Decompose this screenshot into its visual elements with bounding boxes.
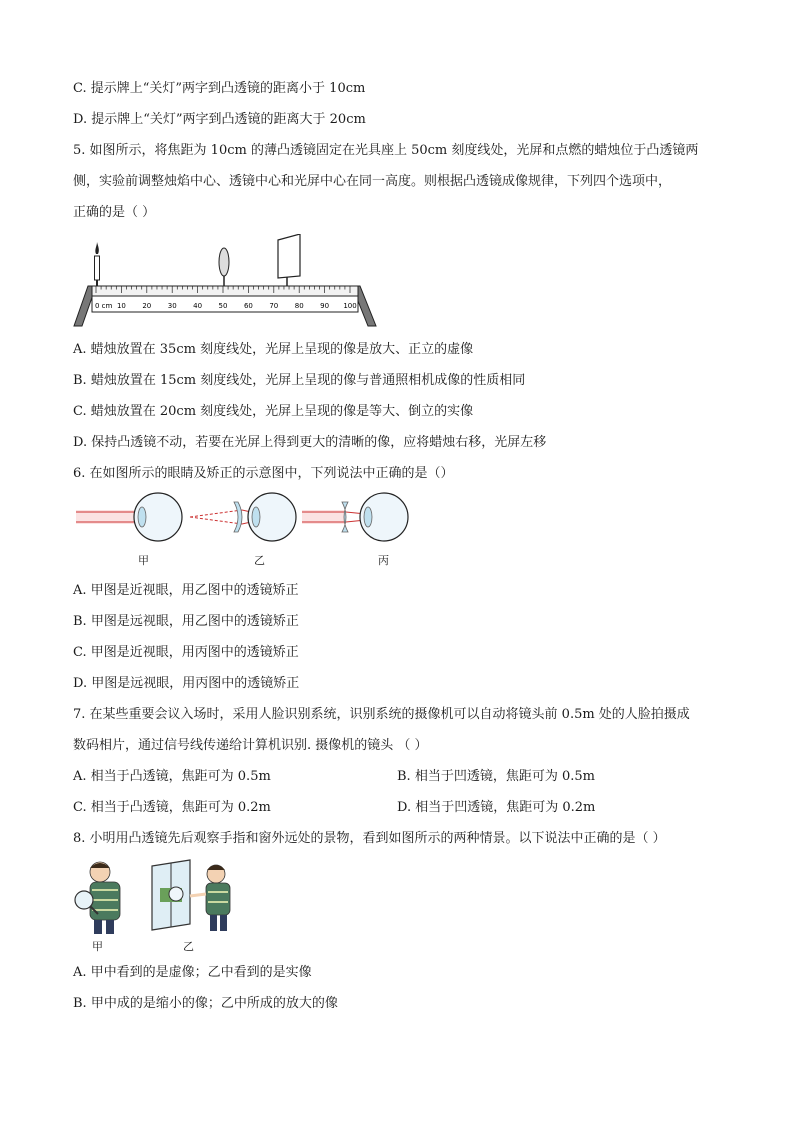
caption-jia: 甲: [138, 554, 149, 567]
q5-stem-line-2: 侧，实验前调整烛焰中心、透镜中心和光屏中心在同一高度。则根据凸透镜成像规律，下列四个选项中，: [73, 174, 672, 189]
magnifier-scenes-figure: [72, 858, 242, 938]
caption-q8-yi: 乙: [183, 940, 194, 953]
q7-option-c: C. 相当于凸透镜，焦距可为 0.2m: [73, 800, 271, 815]
window-scene-icon: [152, 860, 190, 930]
boy-magnifier-icon: [75, 862, 120, 934]
eye-jia-icon: [76, 493, 182, 541]
caption-yi: 乙: [254, 554, 265, 567]
q6-option-b: B. 甲图是远视眼，用乙图中的透镜矫正: [73, 614, 299, 629]
q7-option-b: B. 相当于凹透镜，焦距可为 0.5m: [397, 769, 595, 784]
q6-option-a: A. 甲图是近视眼，用乙图中的透镜矫正: [73, 583, 299, 598]
caption-bing: 丙: [378, 554, 389, 567]
optical-bench-figure: [70, 234, 380, 330]
ruler-label: 60: [243, 302, 253, 310]
ruler-label: 0 cm: [95, 302, 113, 310]
light-screen-icon: [278, 234, 300, 286]
q5-option-d: D. 保持凸透镜不动，若要在光屏上得到更大的清晰的像，应将蜡烛右移，光屏左移: [73, 435, 547, 450]
eye-bing-icon: [302, 493, 408, 541]
q7-stem-line-2: 数码相片，通过信号线传递给计算机识别. 摄像机的镜头 （ ）: [73, 738, 428, 753]
q6-option-d: D. 甲图是远视眼，用丙图中的透镜矫正: [73, 676, 300, 691]
ruler-label: 100: [343, 302, 357, 310]
ruler-label: 40: [193, 302, 203, 310]
convex-lens-icon: [219, 248, 229, 286]
eye-yi-icon: [190, 493, 296, 541]
q4-option-d: D. 提示牌上“关灯”两字到凸透镜的距离大于 20cm: [73, 112, 366, 127]
q7-option-a: A. 相当于凸透镜，焦距可为 0.5m: [73, 769, 271, 784]
caption-q8-jia: 甲: [92, 940, 103, 953]
eye-correction-figure: [72, 490, 412, 566]
boy-window-icon: [190, 865, 230, 931]
ruler-label: 50: [218, 302, 228, 310]
ruler-label: 70: [269, 302, 279, 310]
q8-option-b: B. 甲中成的是缩小的像；乙中所成的放大的像: [73, 996, 338, 1011]
q7-stem-line-1: 7. 在某些重要会议入场时，采用人脸识别系统，识别系统的摄像机可以自动将镜头前 0.5m 处的人脸拍摄成: [73, 707, 690, 722]
ruler-label: 10: [116, 302, 126, 310]
candle-icon: [95, 242, 100, 286]
q4-option-c: C. 提示牌上“关灯”两字到凸透镜的距离小于 10cm: [73, 81, 366, 96]
ruler-label: 80: [294, 302, 304, 310]
q5-option-a: A. 蜡烛放置在 35cm 刻度线处，光屏上呈现的像是放大、正立的虚像: [73, 342, 474, 357]
ruler-label: 20: [142, 302, 152, 310]
q8-stem: 8. 小明用凸透镜先后观察手指和窗外远处的景物，看到如图所示的两种情景。以下说法中正确的是（ ）: [73, 831, 666, 846]
q6-stem: 6. 在如图所示的眼睛及矫正的示意图中，下列说法中正确的是（）: [73, 466, 454, 481]
q7-option-d: D. 相当于凹透镜，焦距可为 0.2m: [397, 800, 596, 815]
q5-stem-line-1: 5. 如图所示，将焦距为 10cm 的薄凸透镜固定在光具座上 50cm 刻度线处，光屏和点燃的蜡烛位于凸透镜两: [73, 143, 699, 158]
q6-option-c: C. 甲图是近视眼，用丙图中的透镜矫正: [73, 645, 299, 660]
ruler-label: 30: [167, 302, 177, 310]
ruler-label: 90: [320, 302, 330, 310]
q8-option-a: A. 甲中看到的是虚像；乙中看到的是实像: [73, 965, 312, 980]
q5-option-c: C. 蜡烛放置在 20cm 刻度线处，光屏上呈现的像是等大、倒立的实像: [73, 404, 474, 419]
q5-option-b: B. 蜡烛放置在 15cm 刻度线处，光屏上呈现的像与普通照相机成像的性质相同: [73, 373, 526, 388]
q5-stem-line-3: 正确的是（ ）: [73, 205, 156, 220]
